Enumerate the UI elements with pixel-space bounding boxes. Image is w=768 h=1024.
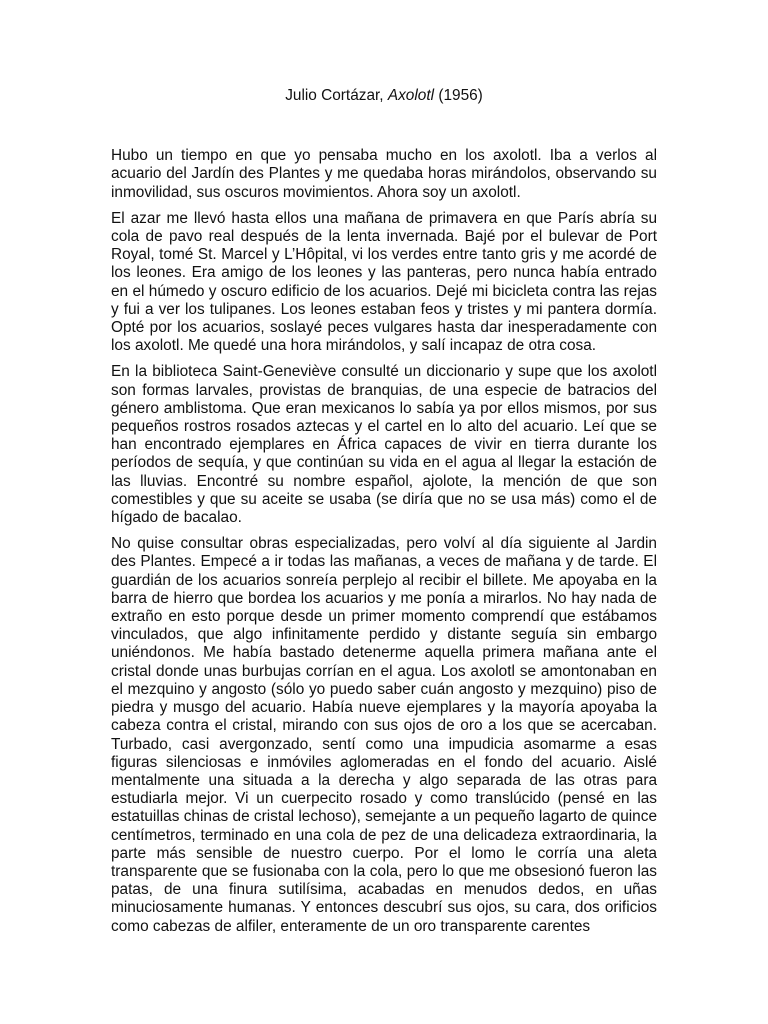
paragraph-2: El azar me llevó hasta ellos una mañana de primavera en que París abría su cola de pavo real después de la lenta invernada. Bajé por el bulevar de Port Royal, tomé St. Marcel y L’Hôpital, vi los verdes entre tanto gris y me acordé de los leones. Era amigo de los leones y las panteras, pero nunca había entrado en el húmedo y oscuro edificio de los acuarios. Dejé mi bicicleta contra las rejas y fui a ver los tulipanes. Los leones estaban feos y tristes y mi pantera dormía. Opté por los acuarios, soslayé peces vulgares hasta dar inesperadamente con los axolotl. Me quedé una hora mirándolos, y salí incapaz de otra cosa. xyxy=(111,209,657,355)
paragraph-3: En la biblioteca Saint-Geneviève consulté un diccionario y supe que los axolotl son formas larvales, provistas de branquias, de una especie de batracios del género amblistoma. Que eran mexicanos lo sabía ya por ellos mismos, por sus pequeños rostros rosados aztecas y el cartel en lo alto del acuario. Leí que se han encontrado ejemplares en África capaces de vivir en tierra durante los períodos de sequía, y que continúan su vida en el agua al llegar la estación de las lluvias. Encontré su nombre español, ajolote, la mención de que son comestibles y que su aceite se usaba (se diría que no se usa más) como el de hígado de bacalao. xyxy=(111,363,657,527)
title-author: Julio Cortázar, xyxy=(285,87,388,104)
paragraph-1: Hubo un tiempo en que yo pensaba mucho en los axolotl. Iba a verlos al acuario del Jardín des Plantes y me quedaba horas mirándolos, observando su inmovilidad, sus oscuros movimientos. Ahora soy un axolotl. xyxy=(111,147,657,201)
document-page xyxy=(111,87,657,944)
document-title xyxy=(111,87,657,105)
paragraph-4: No quise consultar obras especializadas, pero volví al día siguiente al Jardin des Plantes. Empecé a ir todas las mañanas, a veces de mañana y de tarde. El guardián de los acuarios sonreía perplejo al recibir el billete. Me apoyaba en la barra de hierro que bordea los acuarios y me ponía a mirarlos. No hay nada de extraño en esto porque desde un primer momento comprendí que estábamos vinculados, que algo infinitamente perdido y distante seguía sin embargo uniéndonos. Me había bastado detenerme aquella primera mañana ante el cristal donde unas burbujas corrían en el agua. Los axolotl se amontonaban en el mezquino y angosto (sólo yo puedo saber cuán angosto y mezquino) piso de piedra y musgo del acuario. Había nueve ejemplares y la mayoría apoyaba la cabeza contra el cristal, mirando con sus ojos de oro a los que se acercaban. Turbado, casi avergonzado, sentí como una impudicia asomarme a esas figuras silenciosas e inmóviles aglomeradas en el fondo del acuario. Aislé mentalmente una situada a la derecha y algo separada de las otras para estudiarla mejor. Vi un cuerpecito rosado y como translúcido (pensé en las estatuillas chinas de cristal lechoso), semejante a un pequeño lagarto de quince centímetros, terminado en una cola de pez de una delicadeza extraordinaria, la parte más sensible de nuestro cuerpo. Por el lomo le corría una aleta transparente que se fusionaba con la cola, pero lo que me obsesionó fueron las patas, de una finura sutilísima, acabadas en menudos dedos, en uñas minuciosamente humanas. Y entonces descubrí sus ojos, su cara, dos orificios como cabezas de alfiler, enteramente de un oro transparente carentes xyxy=(111,535,657,935)
title-year: (1956) xyxy=(434,87,483,104)
title-work: Axolotl xyxy=(387,87,435,104)
